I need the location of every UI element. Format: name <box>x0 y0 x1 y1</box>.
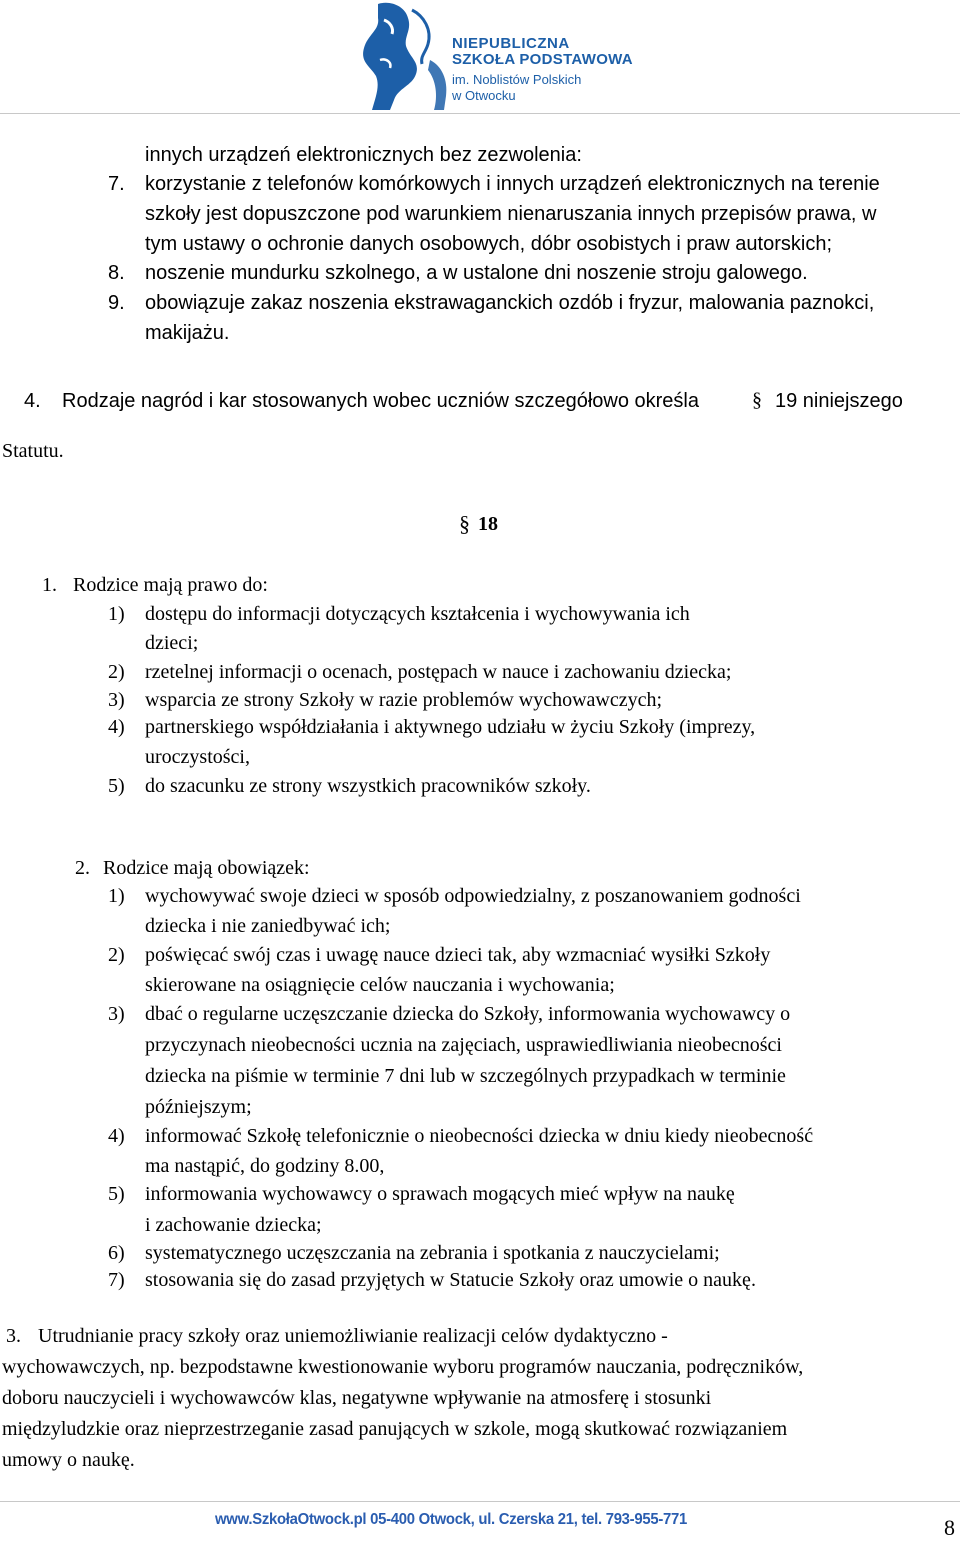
section-number: 18 <box>478 513 498 535</box>
list-item-7-line-1: korzystanie z telefonów komórkowych i innych urządzeń elektronicznych na terenie <box>145 173 880 195</box>
p2-item-3-line-2: przyczynach nieobecności ucznia na zajęciach, usprawiedliwiania nieobecności <box>145 1034 782 1056</box>
p2-item-6-number: 6) <box>108 1242 125 1264</box>
p2-item-7-number: 7) <box>108 1269 125 1291</box>
point-3-number: 3. <box>6 1325 21 1347</box>
point-2-heading: Rodzice mają obowiązek: <box>103 857 310 879</box>
p2-item-1-line-1: wychowywać swoje dzieci w sposób odpowiedzialny, z poszanowaniem godności <box>145 885 801 907</box>
p1-item-1-number: 1) <box>108 603 125 625</box>
list-item-8-line-1: noszenie mundurku szkolnego, a w ustalone dni noszenie stroju galowego. <box>145 262 808 284</box>
list-item-9-line-2: makijażu. <box>145 322 230 344</box>
p2-item-4-line-2: ma nastąpić, do godziny 8.00, <box>145 1155 385 1177</box>
school-logo-figure-icon <box>350 0 460 110</box>
p1-item-2-line-1: rzetelnej informacji o ocenach, postępach w nauce i zachowaniu dziecka; <box>145 661 732 683</box>
p1-item-1-line-2: dzieci; <box>145 632 199 654</box>
p2-item-4-line-1: informować Szkołę telefonicznie o nieobecności dziecka w dniu kiedy nieobecność <box>145 1125 814 1147</box>
list-item-8-number: 8. <box>108 262 125 284</box>
p1-item-5-line-1: do szacunku ze strony wszystkich pracowników szkoły. <box>145 775 591 797</box>
p1-item-3-line-1: wsparcia ze strony Szkoły w razie problemów wychowawczych; <box>145 689 663 711</box>
point-3-line-3: doboru nauczycieli i wychowawców klas, negatywne wpływanie na atmosferę i stosunki <box>2 1387 712 1409</box>
point-3-line-4: międzyludzkie oraz nieprzestrzeganie zasad panujących w szkole, mogą skutkować rozwiązaniem <box>2 1418 788 1440</box>
footer-contact-text: www.SzkołaOtwock.pl 05-400 Otwock, ul. Czerska 21, tel. 793-955-771 <box>215 1511 688 1528</box>
p2-item-5-line-1: informowania wychowawcy o sprawach mogących mieć wpływ na naukę <box>145 1183 735 1205</box>
point-4-number: 4. <box>24 390 41 412</box>
p2-item-3-line-3: dziecka na piśmie w terminie 7 dni lub w szczególnych przypadkach w terminie <box>145 1065 786 1087</box>
footer-divider <box>0 1501 960 1502</box>
logo-text-line-4: w Otwocku <box>452 88 516 103</box>
point-1-number: 1. <box>42 574 57 596</box>
p2-item-4-number: 4) <box>108 1125 125 1147</box>
list-item-7-line-2: szkoły jest dopuszczone pod warunkiem nienaruszania innych przepisów prawa, w <box>145 203 877 225</box>
p2-item-5-line-2: i zachowanie dziecka; <box>145 1214 322 1236</box>
p1-item-5-number: 5) <box>108 775 125 797</box>
point-2-number: 2. <box>75 857 90 879</box>
section-sign: § <box>459 511 470 536</box>
page-number: 8 <box>944 1515 955 1540</box>
list-continuation-line: innych urządzeń elektronicznych bez zezwolenia: <box>145 144 582 166</box>
p2-item-2-line-1: poświęcać swój czas i uwagę nauce dzieci tak, aby wzmacniać wysiłki Szkoły <box>145 944 771 966</box>
point-4-text-b: 19 niniejszego <box>775 390 903 412</box>
point-1-heading: Rodzice mają prawo do: <box>73 574 268 596</box>
p2-item-6-line-1: systematycznego uczęszczania na zebrania i spotkania z nauczycielami; <box>145 1242 720 1264</box>
point-3-line-2: wychowawczych, np. bezpodstawne kwestionowanie wyboru programów nauczania, podręczników, <box>2 1356 804 1378</box>
p1-item-3-number: 3) <box>108 689 125 711</box>
p2-item-3-line-1: dbać o regularne uczęszczanie dziecka do Szkoły, informowania wychowawcy o <box>145 1003 791 1025</box>
p1-item-1-line-1: dostępu do informacji dotyczących kształcenia i wychowywania ich <box>145 603 690 625</box>
point-4-line-2: Statutu. <box>2 440 64 462</box>
p2-item-7-line-1: stosowania się do zasad przyjętych w Statucie Szkoły oraz umowie o naukę. <box>145 1269 756 1291</box>
logo-text-line-2: SZKOŁA PODSTAWOWA <box>452 51 633 68</box>
list-item-7-line-3: tym ustawy o ochronie danych osobowych, dóbr osobistych i praw autorskich; <box>145 233 833 255</box>
p2-item-1-line-2: dziecka i nie zaniedbywać ich; <box>145 915 391 937</box>
p1-item-2-number: 2) <box>108 661 125 683</box>
list-item-7-number: 7. <box>108 173 125 195</box>
p2-item-2-number: 2) <box>108 944 125 966</box>
p2-item-3-line-4: późniejszym; <box>145 1096 252 1118</box>
p1-item-4-line-1: partnerskiego współdziałania i aktywnego udziału w życiu Szkoły (imprezy, <box>145 716 756 738</box>
logo-text-line-1: NIEPUBLICZNA <box>452 35 570 52</box>
list-item-9-number: 9. <box>108 292 125 314</box>
header-divider <box>0 113 960 114</box>
p2-item-3-number: 3) <box>108 1003 125 1025</box>
p1-item-4-line-2: uroczystości, <box>145 746 250 768</box>
point-4-section-sign: § <box>752 389 762 411</box>
list-item-9-line-1: obowiązuje zakaz noszenia ekstrawaganckich ozdób i fryzur, malowania paznokci, <box>145 292 875 314</box>
point-3-line-1: Utrudnianie pracy szkoły oraz uniemożliwianie realizacji celów dydaktyczno - <box>38 1325 668 1347</box>
p2-item-1-number: 1) <box>108 885 125 907</box>
logo-text-line-3: im. Noblistów Polskich <box>452 72 582 87</box>
p2-item-5-number: 5) <box>108 1183 125 1205</box>
p2-item-2-line-2: skierowane na osiągnięcie celów nauczania i wychowania; <box>145 974 615 996</box>
point-3-line-5: umowy o naukę. <box>2 1449 135 1471</box>
point-4-text-a: Rodzaje nagród i kar stosowanych wobec uczniów szczegółowo określa <box>62 390 699 412</box>
p1-item-4-number: 4) <box>108 716 125 738</box>
